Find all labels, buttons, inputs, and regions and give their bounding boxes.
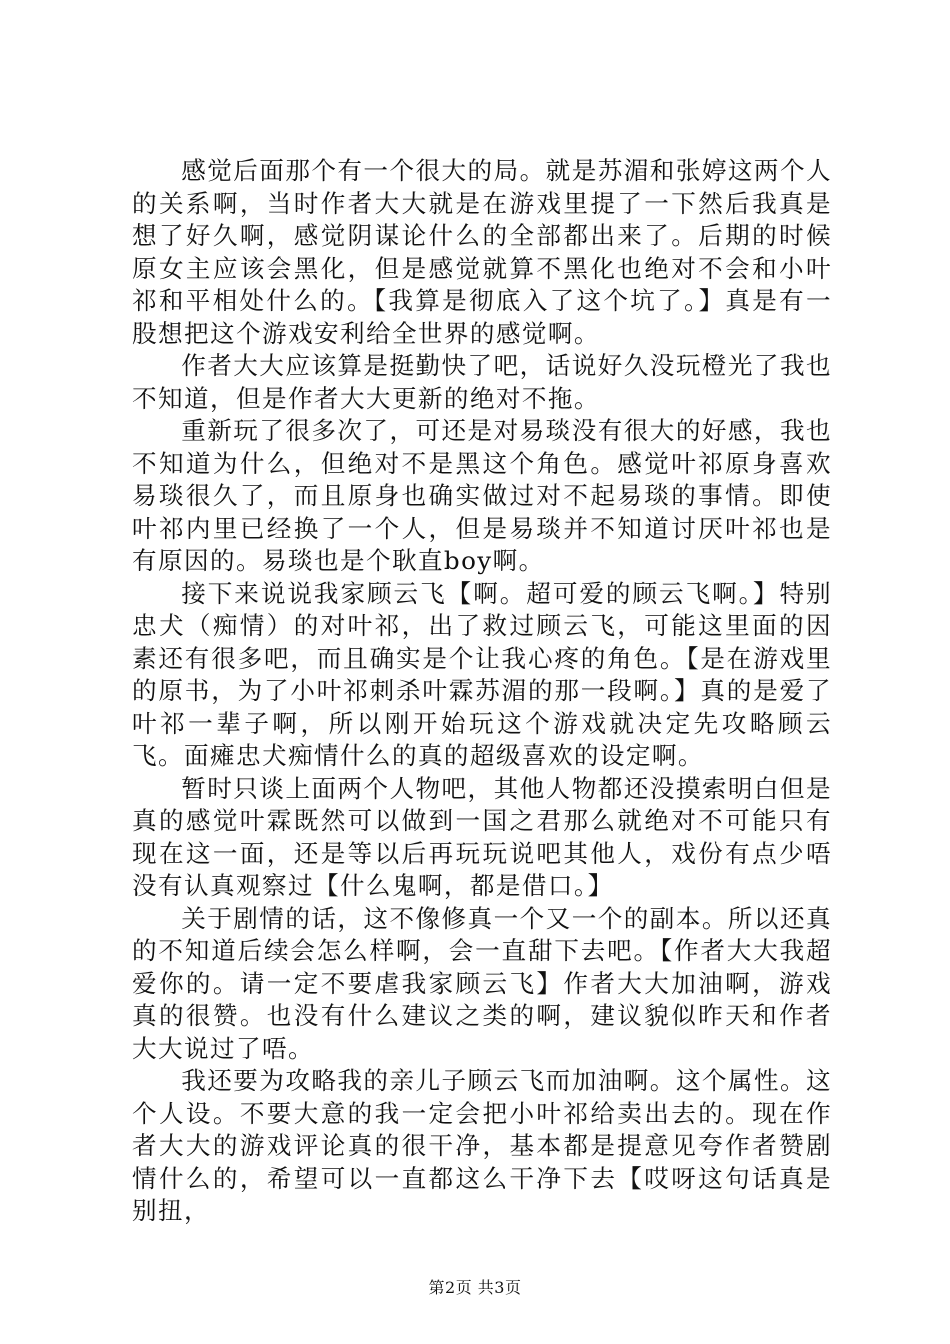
paragraph: 暂时只谈上面两个人物吧，其他人物都还没摸索明白但是真的感觉叶霖既然可以做到一国之君那么就绝对不可能只有现在这一面，还是等以后再玩玩说吧其他人，戏份有点少唔没有认真观察过【什么鬼啊，都是借口。】 [132,773,832,900]
paragraph: 重新玩了很多次了，可还是对易琰没有很大的好感，我也不知道为什么，但绝对不是黑这个角色。感觉叶祁原身喜欢易琰很久了，而且原身也确实做过对不起易琰的事情。即使叶祁内里已经换了一个人，但是易琰并不知道讨厌叶祁也是有原因的。易琰也是个耿直boy啊。 [132,416,832,575]
body-text [132,155,832,1228]
paragraph: 接下来说说我家顾云飞【啊。超可爱的顾云飞啊。】特别忠犬（痴情）的对叶祁，出了救过顾云飞，可能这里面的因素还有很多吧，而且确实是个让我心疼的角色。【是在游戏里的原书，为了小叶祁刺杀叶霖苏湄的那一段啊。】真的是爱了叶祁一辈子啊，所以刚开始玩这个游戏就决定先攻略顾云飞。面瘫忠犬痴情什么的真的超级喜欢的设定啊。 [132,578,832,770]
page-number-footer: 第2页 共3页 [428,1278,522,1297]
paragraph: 我还要为攻略我的亲儿子顾云飞而加油啊。这个属性。这个人设。不要大意的我一定会把小叶祁给卖出去的。现在作者大大的游戏评论真的很干净，基本都是提意见夸作者赞剧情什么的，希望可以一直都这么干净下去【哎呀这句话真是别扭， [132,1066,832,1225]
paragraph: 感觉后面那个有一个很大的局。就是苏湄和张婷这两个人的关系啊，当时作者大大就是在游戏里提了一下然后我真是想了好久啊，感觉阴谋论什么的全部都出来了。后期的时候原女主应该会黑化，但是感觉就算不黑化也绝对不会和小叶祁和平相处什么的。【我算是彻底入了这个坑了。】真是有一股想把这个游戏安利给全世界的感觉啊。 [132,156,832,348]
paragraph: 作者大大应该算是挺勤快了吧，话说好久没玩橙光了我也不知道，但是作者大大更新的绝对不拖。 [132,351,832,413]
paragraph: 关于剧情的话，这不像修真一个又一个的副本。所以还真的不知道后续会怎么样啊，会一直甜下去吧。【作者大大我超爱你的。请一定不要虐我家顾云飞】作者大大加油啊，游戏真的很赞。也没有什么建议之类的啊，建议貌似昨天和作者大大说过了唔。 [132,903,832,1063]
